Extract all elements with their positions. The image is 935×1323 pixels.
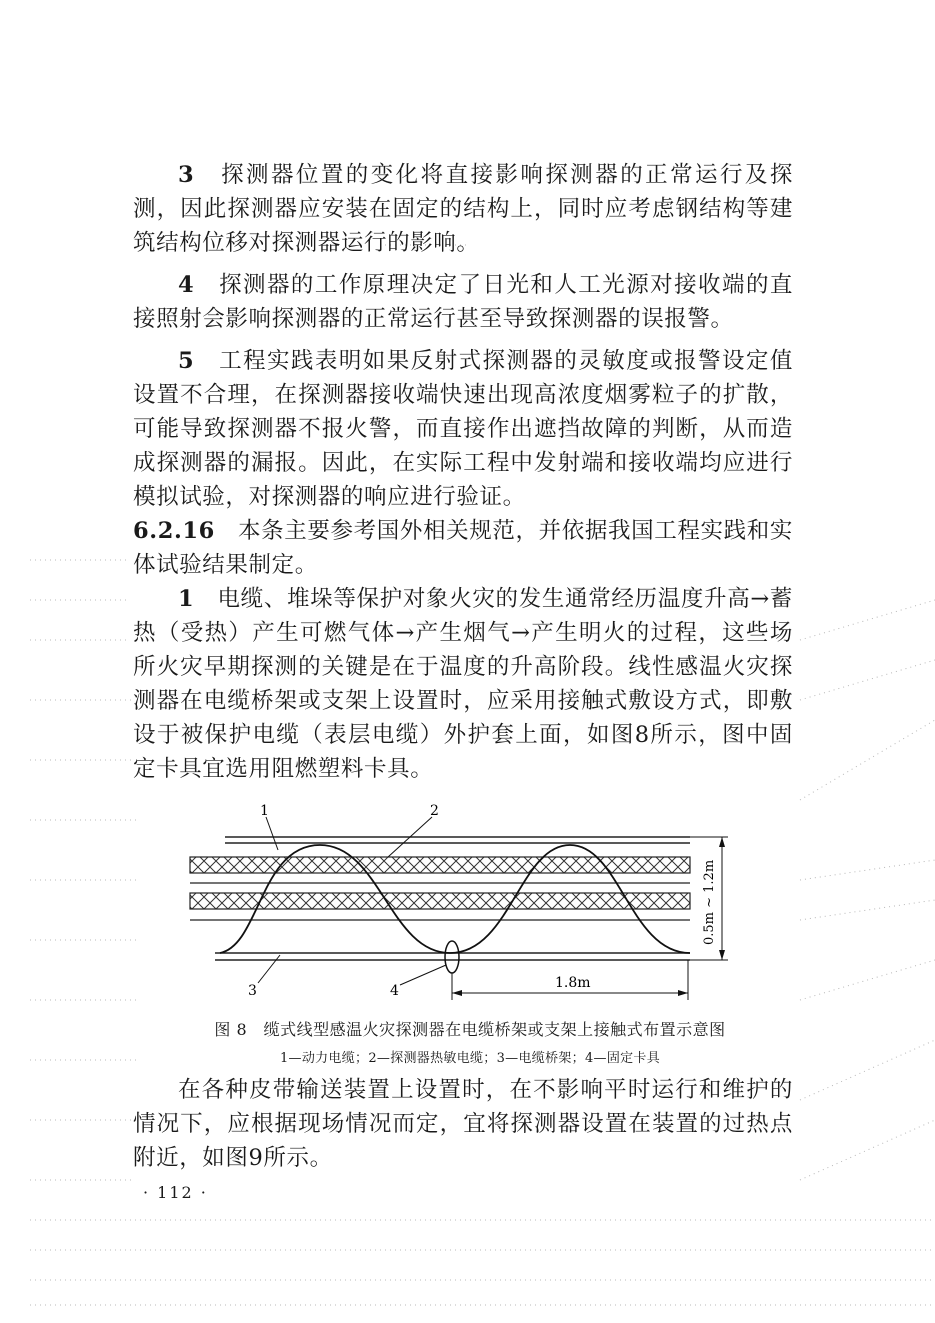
body-text-top bbox=[133, 158, 793, 786]
label-2: 2 bbox=[430, 803, 439, 819]
power-cable bbox=[190, 893, 690, 909]
item-1 bbox=[133, 582, 793, 786]
paragraph-3 bbox=[133, 158, 793, 260]
dim-label-spacing: 1.8m bbox=[555, 975, 591, 991]
section-6-2-16 bbox=[133, 514, 793, 582]
page-number: · 112 · bbox=[143, 1183, 208, 1202]
fixing-clamp bbox=[445, 941, 459, 973]
arrow-up-icon bbox=[719, 837, 725, 847]
dim-label-height: 0.5m ~ 1.2m bbox=[702, 859, 717, 945]
item-text: 电缆、堆垛等保护对象火灾的发生通常经历温度升高→蓄热（受热）产生可燃气体→产生烟气→产生明火的过程，这些场所火灾早期探测的关键是在于温度的升高阶段。线性感温火灾探测器在电缆桥架或支架上设置时，应采用接触式敷设方式，即敷设于被保护电缆（表层电缆）外护套上面，如图8所示，图中固定卡具宜选用阻燃塑料卡具。 bbox=[133, 586, 793, 782]
arrow-down-icon bbox=[719, 950, 725, 960]
section-text: 本条主要参考国外相关规范，并依据我国工程实践和实体试验结果制定。 bbox=[133, 518, 793, 578]
paragraph-text: 探测器的工作原理决定了日光和人工光源对接收端的直接照射会影响探测器的正常运行甚至导致探测器的误报警。 bbox=[133, 272, 794, 332]
leader-line-1 bbox=[266, 817, 278, 850]
figure-legend: 1—动力电缆；2—探测器热敏电缆；3—电缆桥架；4—固定卡具 bbox=[279, 1051, 661, 1066]
label-3: 3 bbox=[248, 983, 257, 999]
leader-line-3 bbox=[258, 955, 280, 983]
label-1: 1 bbox=[260, 803, 269, 819]
paragraph-5 bbox=[133, 344, 793, 514]
label-4: 4 bbox=[390, 983, 399, 999]
power-cable bbox=[190, 857, 690, 873]
paragraph-belt-conveyor: 在各种皮带输送装置上设置时，在不影响平时运行和维护的情况下，应根据现场情况而定，宜将探测器设置在装置的过热点附近，如图9所示。 bbox=[133, 1077, 793, 1171]
arrow-left-icon bbox=[452, 990, 462, 996]
item-number: 1 bbox=[178, 586, 195, 612]
section-number: 6.2.16 bbox=[133, 518, 215, 544]
paragraph-text: 探测器位置的变化将直接影响探测器的正常运行及探测，因此探测器应安装在固定的结构上，同时应考虑钢结构等建筑结构位移对探测器运行的影响。 bbox=[133, 162, 793, 256]
paragraph-4 bbox=[133, 268, 793, 336]
item-number: 5 bbox=[178, 348, 195, 374]
figure-caption: 图 8 缆式线型感温火灾探测器在电缆桥架或支架上接触式布置示意图 bbox=[214, 1020, 726, 1039]
arrow-right-icon bbox=[678, 990, 688, 996]
body-text-bottom bbox=[133, 1073, 793, 1175]
item-number: 3 bbox=[178, 162, 195, 188]
paragraph-text: 工程实践表明如果反射式探测器的灵敏度或报警设定值设置不合理，在探测器接收端快速出现高浓度烟雾粒子的扩散，可能导致探测器不报火警，而直接作出遮挡故障的判断，从而造成探测器的漏报。因此，在实际工程中发射端和接收端均应进行模拟试验，对探测器的响应进行验证。 bbox=[133, 348, 794, 510]
item-number: 4 bbox=[178, 272, 195, 298]
leader-line-4 bbox=[400, 965, 446, 985]
